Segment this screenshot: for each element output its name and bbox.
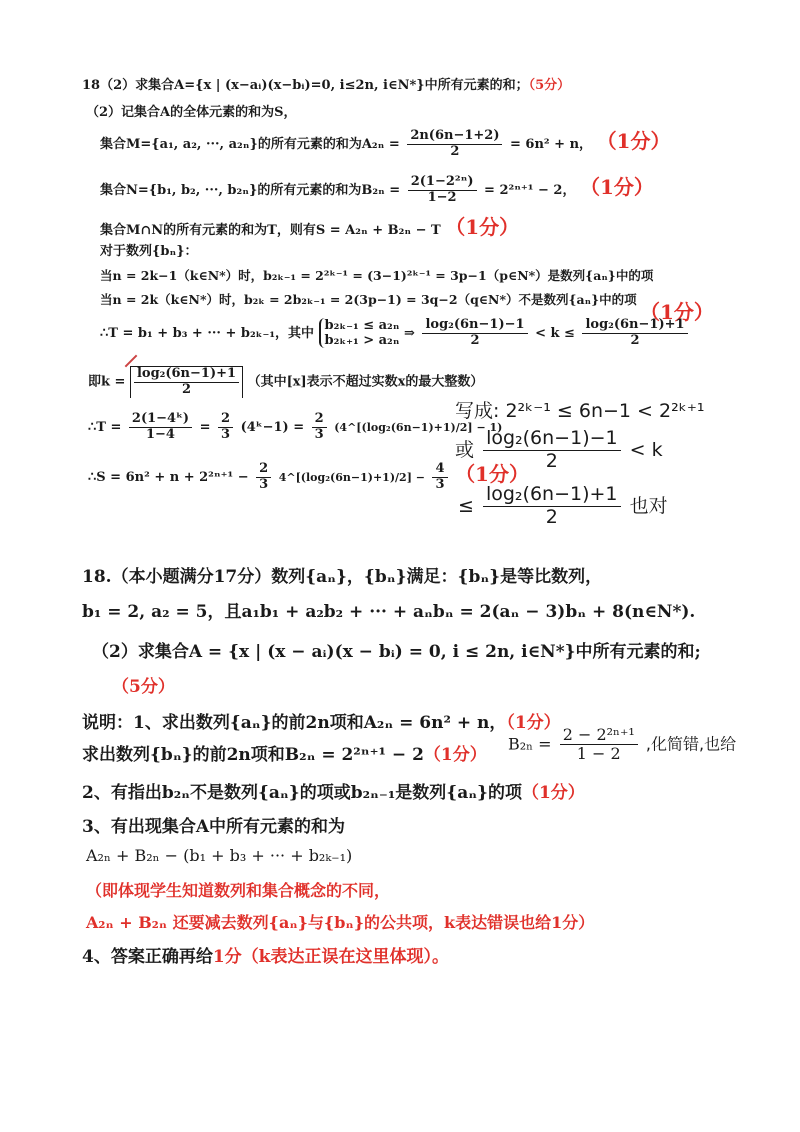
hw2-tail: < k [629,438,663,461]
solution-heading [82,74,570,93]
note2-b-label: B₂ₙ = [508,734,552,754]
heading-prefix: 18（2）求集合 [82,78,175,93]
t-definition-line [100,318,691,349]
sequence-b-label: 对于数列{bₙ}： [100,244,198,259]
intersection-line [100,211,519,240]
hw3-prefix: ≤ [458,494,474,517]
rubric-note-2-extra [508,726,736,764]
set-m-sum-line [100,125,670,160]
four-thirds [432,462,447,493]
note2-fraction [560,726,638,764]
s-result-mid: 4^[(log₂(6n−1)+1)/2] − [278,471,425,484]
t-geometric-fraction [129,412,192,443]
two-thirds-c-num: 2 [256,462,271,478]
rubric-note-3 [82,778,585,803]
t-result-mid: (4ᵏ−1) = [240,419,305,435]
equals-sign: = [199,419,211,435]
floor-bracket [130,366,243,398]
condition-2: b₂ₖ₊₁ > a₂ₙ [324,333,400,349]
score-1-d: （1分） [640,300,714,324]
score-1-c: （1分） [445,215,520,239]
hw3-numerator: log₂(6n−1)+1 [483,484,621,507]
problem-title: 18.（本小题满分17分）数列{aₙ}，{bₙ}满足：{bₙ}是等比数列， [82,567,603,587]
two-thirds-c-den: 3 [259,477,269,492]
score-5: （5分） [528,78,571,93]
even-case-line [100,290,637,308]
score-1-b: （1分） [580,175,654,199]
two-thirds-a-den: 3 [221,426,231,442]
rubric-note-5: A₂ₙ + B₂ₙ − (b₁ + b₃ + ··· + b₂ₖ₋₁) [86,846,353,865]
set-n-fraction [408,175,477,206]
rubric-note-8-text: 4、答案正确再给 [82,947,213,967]
score-1-a: （1分） [596,129,671,153]
set-m-denominator: 2 [450,144,460,159]
set-a-definition: A={x | (x−aᵢ)(x−bᵢ)=0, i≤2n, i∈N*} [174,78,425,93]
sum-definition: （2）记集合A的全体元素的和为S， [86,105,297,120]
note2-numerator: 2 − 2²ⁿ⁺¹ [560,726,638,745]
t-geometric-numerator: 2(1−4ᵏ) [129,412,192,428]
set-m-result: = 6n² + n， [510,137,593,152]
problem-given: b₁ = 2, a₂ = 5，且a₁b₁ + a₂b₂ + ··· + aₙbₙ = 2(aₙ − 3)bₙ + 8(n∈N*). [82,602,696,622]
hw3-fraction [483,484,621,529]
two-thirds-a [218,412,233,443]
rubric-note-1 [82,708,561,733]
two-thirds-b-den: 3 [314,426,324,442]
condition-1: b₂ₖ₋₁ ≤ a₂ₙ [324,318,400,334]
rubric-note-3-score: （1分） [521,783,585,803]
lower-bound-denominator: 2 [470,332,480,348]
note2-denominator: 1 − 2 [576,744,621,764]
k-formula-prefix: 即k = [88,374,126,390]
set-m-numerator: 2n(6n−1+2) [407,129,502,145]
upper-bound-denominator: 2 [630,332,640,348]
hw2-prefix: 或 [455,438,475,461]
hw2-denominator: 2 [545,449,558,472]
rubric-note-2 [82,740,487,765]
two-thirds-a-num: 2 [218,412,233,428]
set-n-text: 集合N={b₁, b₂, ···, b₂ₙ}的所有元素的和为B₂ₙ = [100,183,401,198]
problem-question: （2）求集合A = {x | (x − aᵢ)(x − bᵢ) = 0, i ≤ 2n, i∈N*}中所有元素的和; [92,642,701,662]
hw2-numerator: log₂(6n−1)−1 [483,428,621,451]
lower-bound-numerator: log₂(6n−1)−1 [422,318,527,334]
four-thirds-num: 4 [432,462,447,478]
rubric-note-8-score: 1分 [212,947,242,967]
hw3-denominator: 2 [545,505,558,528]
set-n-sum-line [100,171,654,206]
rubric-note-4: 3、有出现集合A中所有元素的和为 [82,817,346,837]
question-score: （5分） [112,677,175,697]
even-case-text: 当n = 2k（k∈N*）时，b₂ₖ = 2b₂ₖ₋₁ = 2(3p−1) = 3q−2（q∈N*）不是数列{aₙ}中的项 [100,292,637,307]
rubric-note-7: A₂ₙ + B₂ₙ 还要减去数列{aₙ}与{bₙ}的公共项，k表达错误也给1分） [86,913,595,932]
t-geometric-denominator: 1−4 [145,426,175,442]
four-thirds-den: 3 [435,477,445,492]
lower-bound-fraction [422,318,527,349]
two-thirds-b [312,412,327,443]
rubric-note-1-text: 说明：1、求出数列{aₙ}的前2n项和A₂ₙ = 6n² + n， [82,713,507,733]
rubric-note-6: （即体现学生知道数列和集合概念的不同， [86,881,391,900]
rubric-note-2-text: 求出数列{bₙ}的前2n项和B₂ₙ = 2²ⁿ⁺¹ − 2 [82,745,424,765]
set-m-text: 集合M={a₁, a₂, ···, a₂ₙ}的所有元素的和为A₂ₙ = [100,137,400,152]
k-formula-line [88,366,483,398]
t-result-prefix: ∴T = [88,419,122,435]
t-result-line [88,412,502,443]
rubric-note-1-score: （1分） [506,713,561,733]
set-n-numerator: 2(1−2²ⁿ) [408,175,477,191]
handwritten-note-1: 写成: 2²ᵏ⁻¹ ≤ 6n−1 < 2²ᵏ⁺¹ [455,400,705,422]
upper-bound-numerator: log₂(6n−1)+1 [582,318,687,334]
s-result-prefix: ∴S = 6n² + n + 2²ⁿ⁺¹ − [88,470,249,485]
score-1-e: （1分） [455,462,529,486]
floor-note: （其中[x]表示不超过实数x的最大整数） [247,374,484,390]
intersection-text: 集合M∩N的所有元素的和为T，则有S = A₂ₙ + B₂ₙ − T [100,223,441,238]
t-definition-text: ∴T = b₁ + b₃ + ··· + b₂ₖ₋₁，其中 [100,325,315,341]
handwritten-note-2 [455,428,663,473]
rubric-note-2-score: （1分） [423,745,487,765]
t-result-tail: (4^[(log₂(6n−1)+1)/2] − 1) [334,420,503,434]
k-denominator: 2 [181,381,192,397]
hw2-fraction [483,428,621,473]
odd-case-line: 当n = 2k−1（k∈N*）时，b₂ₖ₋₁ = 2²ᵏ⁻¹ = (3−1)²ᵏ⁻¹ = 3p−1（p∈N*）是数列{aₙ}中的项 [100,268,654,283]
hw3-tail: 也对 [629,494,668,517]
handwritten-note-3 [458,484,668,529]
condition-brace [319,318,400,348]
heading-suffix: 中所有元素的和； [424,78,529,93]
two-thirds-b-num: 2 [312,412,327,428]
rubric-note-8 [82,942,449,967]
k-inequality: < k ≤ [535,325,575,341]
set-n-denominator: 1−2 [427,190,457,205]
upper-bound-fraction [582,318,687,349]
set-m-fraction [407,129,502,160]
rubric-note-8-tail: （k表达正误在这里体现）。 [241,947,449,967]
set-n-result: = 2²ⁿ⁺¹ − 2， [484,183,576,198]
two-thirds-c [256,462,271,493]
implies-symbol: ⇒ [404,325,415,341]
note2-tail: ,化简错,也给 [645,734,737,754]
k-numerator: log₂(6n−1)+1 [134,367,239,383]
rubric-note-3-text: 2、有指出b₂ₙ不是数列{aₙ}的项或b₂ₙ₋₁是数列{aₙ}的项 [82,783,522,803]
